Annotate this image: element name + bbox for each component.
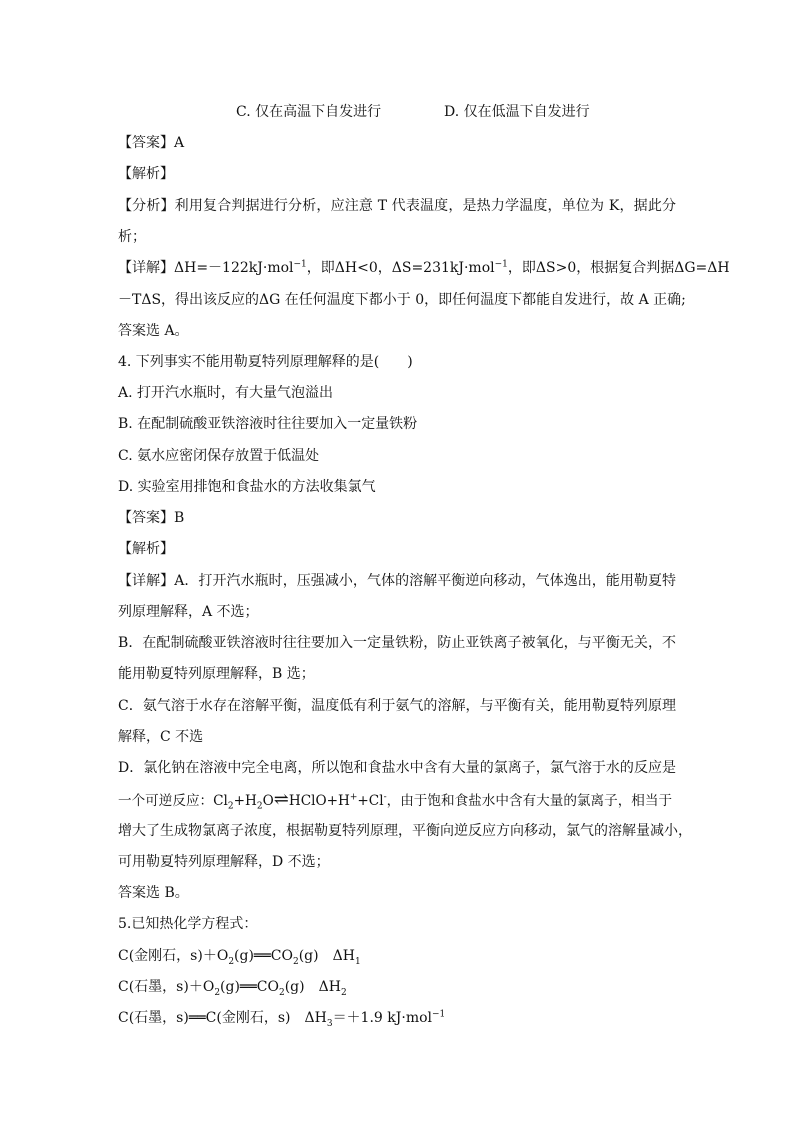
text: +Cl xyxy=(357,793,384,809)
text: ，由于饱和食盐水中含有大量的氯离子，相当于 xyxy=(386,793,673,809)
q5-stem: 5.已知热化学方程式： xyxy=(118,916,258,932)
text: 一个可逆反应：Cl xyxy=(118,793,228,809)
superscript: −1 xyxy=(293,259,307,270)
text: ＝＋1.9 kJ·mol xyxy=(332,1010,433,1026)
q4-detail-end: 答案选 B。 xyxy=(118,885,189,901)
q4-detail-d2 xyxy=(118,790,678,811)
text: C(石墨，s)══C(金刚石，s) ΔH xyxy=(118,1010,327,1026)
text: +H xyxy=(233,793,257,809)
subscript: 2 xyxy=(228,956,235,967)
q3-detail-line1 xyxy=(118,258,730,278)
superscript: + xyxy=(349,792,358,803)
q5-equation-2 xyxy=(118,977,678,997)
q4-detail-d1: D．氯化钠在溶液中完全电离，所以饱和食盐水中含有大量的氯离子，氯气溶于水的反应是 xyxy=(118,760,676,776)
superscript: −1 xyxy=(494,259,508,270)
subscript: 2 xyxy=(292,956,299,967)
text: (g)══CO xyxy=(234,948,293,964)
q5-equation-3 xyxy=(118,1008,678,1028)
reversible-arrow-icon: ⇌ xyxy=(273,789,289,810)
q3-option-c: C. 仅在高温下自发进行 xyxy=(236,104,382,120)
subscript: 1 xyxy=(354,956,361,967)
text: C(石墨，s)＋O xyxy=(118,979,215,995)
text: (g) ΔH xyxy=(298,948,355,964)
text: C(金刚石，s)＋O xyxy=(118,948,229,964)
q4-option-d: D. 实验室用排饱和食盐水的方法收集氯气 xyxy=(118,479,376,495)
q3-detail-line3: 答案选 A。 xyxy=(118,323,189,339)
q4-detail-d3: 增大了生成物氯离子浓度，根据勒夏特列原理，平衡向逆反应方向移动，氯气的溶解量减小， xyxy=(118,823,692,839)
text: HClO+H xyxy=(288,793,350,809)
text: (g) ΔH xyxy=(284,979,341,995)
q4-option-c: C. 氨水应密闭保存放置于低温处 xyxy=(118,448,320,464)
q3-option-d: D. 仅在低温下自发进行 xyxy=(444,104,590,120)
q3-detail-text: ，即ΔS>0，根据复合判据ΔG=ΔH xyxy=(507,260,730,276)
text: O xyxy=(262,793,274,809)
q3-analysis-line2: 析； xyxy=(118,229,146,245)
q3-answer: 【答案】A xyxy=(118,135,185,151)
q3-detail-text: ，即ΔH<0，ΔS=231kJ·mol xyxy=(306,260,495,276)
text: (g)══CO xyxy=(220,979,279,995)
q4-detail-b2: 能用勒夏特列原理解释，B 选； xyxy=(118,666,315,682)
subscript: 2 xyxy=(278,987,285,998)
q4-option-a: A. 打开汽水瓶时，有大量气泡溢出 xyxy=(118,385,334,401)
subscript: 2 xyxy=(214,987,221,998)
q4-detail-b1: B．在配制硫酸亚铁溶液时往往要加入一定量铁粉，防止亚铁离子被氧化，与平衡无关，不 xyxy=(118,635,676,651)
q4-detail-a1: 【详解】A．打开汽水瓶时，压强减小，气体的溶解平衡逆向移动，气体逸出，能用勒夏特 xyxy=(118,573,676,589)
q4-analysis-heading: 【解析】 xyxy=(118,541,174,557)
q4-detail-a2: 列原理解释，A 不选； xyxy=(118,604,259,620)
q4-detail-c1: C．氨气溶于水存在溶解平衡，温度低有利于氨气的溶解，与平衡有关，能用勒夏特列原理 xyxy=(118,698,676,714)
superscript: - xyxy=(383,792,387,803)
q3-analysis-heading: 【解析】 xyxy=(118,166,174,182)
q3-detail-text: 【详解】ΔH=－122kJ·mol xyxy=(118,260,294,276)
q3-detail-line2: －TΔS，得出该反应的ΔG 在任何温度下都小于 0，即任何温度下都能自发进行，故 A 正确; xyxy=(118,292,686,308)
subscript: 2 xyxy=(256,801,263,812)
q4-option-b: B. 在配制硫酸亚铁溶液时往往要加入一定量铁粉 xyxy=(118,416,418,432)
superscript: −1 xyxy=(432,1009,446,1020)
subscript: 2 xyxy=(340,987,347,998)
subscript: 3 xyxy=(326,1018,333,1029)
q4-stem: 4. 下列事实不能用勒夏特列原理解释的是( ) xyxy=(118,354,413,370)
q4-detail-d4: 可用勒夏特列原理解释，D 不选； xyxy=(118,854,330,870)
subscript: 2 xyxy=(227,801,234,812)
q4-answer: 【答案】B xyxy=(118,510,185,526)
q4-detail-c2: 解释，C 不选 xyxy=(118,729,204,745)
q5-equation-1 xyxy=(118,946,678,966)
q3-analysis-line1: 【分析】利用复合判据进行分析，应注意 T 代表温度，是热力学温度，单位为 K，据此分 xyxy=(118,198,676,214)
